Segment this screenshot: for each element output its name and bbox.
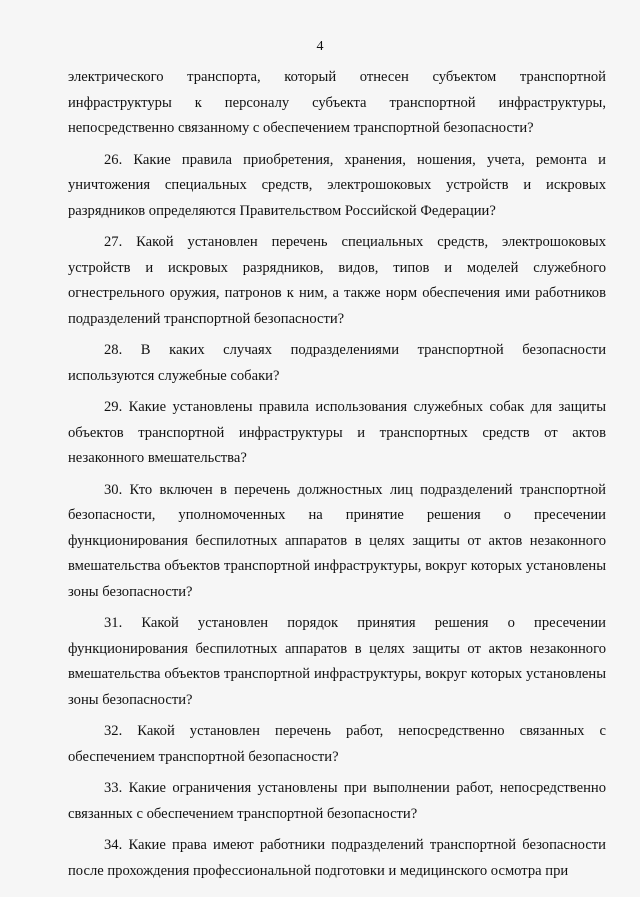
question-29: 29. Какие установлены правила использования служебных собак для защиты объектов транспортной инфраструктуры и транспортных средств от актов незаконного вмешательства? bbox=[68, 399, 606, 466]
question-27: 27. Какой установлен перечень специальных средств, электрошоковых устройств и искровых разрядников, видов, типов и моделей служебного огнестрельного оружия, патронов к ним, а также норм обеспечения ими работников подразделений транспортной безопасности? bbox=[68, 234, 606, 327]
page-number: 4 bbox=[316, 39, 324, 54]
question-26: 26. Какие правила приобретения, хранения, ношения, учета, ремонта и уничтожения специальных средств, электрошоковых устройств и искровых разрядников определяются Правительством Российской Федерации? bbox=[68, 151, 606, 219]
question-33: 33. Какие ограничения установлены при выполнении работ, непосредственно связанных с обеспечением транспортной безопасности? bbox=[68, 780, 606, 822]
question-31: 31. Какой установлен порядок принятия решения о пресечении функционирования беспилотных аппаратов в целях защиты от актов незаконного вмешательства объектов транспортной инфраструктуры, вокруг которых установлены зоны безопасности? bbox=[68, 615, 606, 708]
question-32: 32. Какой установлен перечень работ, непосредственно связанных с обеспечением транспортной безопасности? bbox=[68, 723, 606, 765]
question-28: 28. В каких случаях подразделениями транспортной безопасности используются служебные собаки? bbox=[68, 342, 606, 384]
question-30: 30. Кто включен в перечень должностных лиц подразделений транспортной безопасности, уполномоченных на принятие решения о пресечении функционирования беспилотных аппаратов в целях защиты от актов незаконного вмешательства объектов транспортной инфраструктуры, вокруг которых установлены зоны безопасности? bbox=[68, 481, 606, 600]
paragraph-continuation: электрического транспорта, который отнесен субъектом транспортной инфраструктуры к персоналу субъекта транспортной инфраструктуры, непосредственно связанному с обеспечением транспортной безопасности? bbox=[68, 69, 606, 136]
question-34: 34. Какие права имеют работники подразделений транспортной безопасности после прохождения профессиональной подготовки и медицинского осмотра при bbox=[68, 837, 606, 879]
document-body bbox=[68, 65, 606, 886]
